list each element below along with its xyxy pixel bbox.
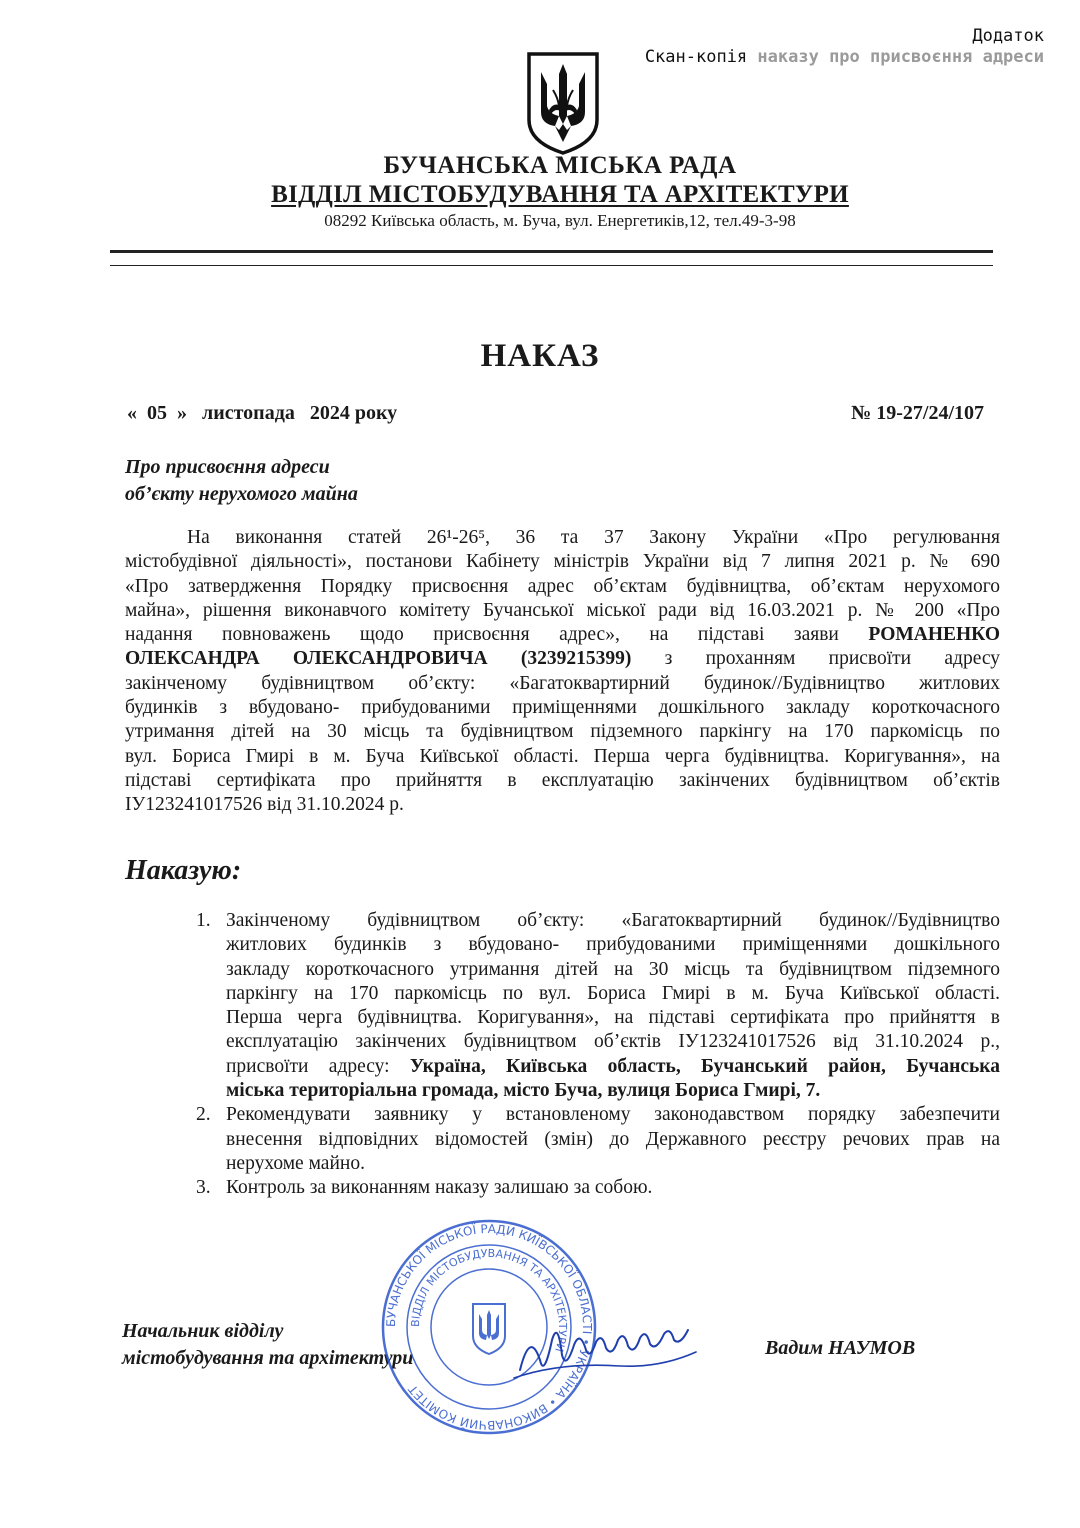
subject-line: Про присвоєння адреси: [125, 456, 330, 478]
document-number: № 19-27/24/107: [851, 402, 984, 424]
preamble-line: «Про затвердження Порядку присвоєння адрес об’єктам будівництва, об’єктам нерухомого: [125, 575, 1000, 597]
preamble-line: будинків з вбудовано- прибудованими приміщеннями дошкільного закладу короткочасного: [125, 697, 1000, 719]
attachment-label: Додаток: [972, 26, 1044, 46]
stamp-outer-text: БУЧАНСЬКОЇ МІСЬКОЇ РАДИ КИЇВСЬКОЇ ОБЛАСТІ • УКРАЇНА • ВИКОНАВЧИЙ КОМІТЕТ: [383, 1221, 595, 1433]
order-line: Закінченому будівництвом об’єкту: «Багатоквартирний будинок//Будівництво: [226, 910, 1000, 931]
order-line: внесення відповідних відомостей (змін) до Державного реєстру речових прав на: [226, 1128, 1000, 1150]
applicant-name: ОЛЕКСАНДРА ОЛЕКСАНДРОВИЧА (3239215399): [125, 648, 632, 670]
header-divider-thick: [110, 250, 993, 253]
applicant-surname: РОМАНЕНКО: [868, 624, 1001, 646]
preamble-line: містобудівної діяльності», постанови Кабінету міністрів України від 7 липня 2021 р. № 690: [125, 551, 1000, 573]
signer-position-line: Начальник відділу: [122, 1320, 284, 1342]
preamble-paragraph: [125, 526, 1000, 818]
document-date: « 05 » листопада 2024 року: [127, 402, 398, 424]
stamp-inner-text: ВІДДІЛ МІСТОБУДУВАННЯ ТА АРХІТЕКТУРИ: [408, 1246, 570, 1354]
preamble-line: підставі сертифіката про прийняття в експлуатацію закінчених будівництвом об’єктів: [125, 769, 1000, 791]
order-item-number: 3.: [196, 1177, 211, 1199]
preamble-line: утримання дітей на 30 місць та будівництвом підземного паркінгу на 170 паркомісць по: [125, 721, 1000, 743]
preamble-line: На виконання статей 26¹-26⁵, 36 та 37 Закону України «Про регулювання: [187, 527, 1000, 548]
order-list: [196, 909, 1000, 1201]
order-line: нерухоме майно.: [226, 1152, 365, 1174]
order-item: [196, 909, 1000, 1103]
order-item-number: 2.: [196, 1104, 211, 1126]
preamble-text: надання повноважень щодо присвоєння адрес», на підставі заяви: [125, 624, 839, 646]
order-item-number: 1.: [196, 910, 211, 931]
scan-copy-label: Скан-копія: [644, 47, 748, 67]
order-item: [196, 1103, 1000, 1176]
signature: [500, 1300, 700, 1390]
signer-position: [122, 1318, 413, 1372]
scan-copy-description: наказу про присвоєння адреси: [757, 47, 1044, 67]
department-address: 08292 Київська область, м. Буча, вул. Енергетиків,12, тел.49-3-98: [324, 211, 796, 230]
subject-line: об’єкту нерухомого майна: [125, 483, 358, 505]
assigned-address: Україна, Київська область, Бучанський район, Бучанська: [409, 1055, 1000, 1077]
preamble-line: закінченому будівництвом об’єкту: «Багатоквартирний будинок//Будівництво житлових: [125, 672, 1000, 694]
order-line: Контроль за виконанням наказу залишаю за собою.: [226, 1177, 653, 1199]
preamble-line: майна», рішення виконавчого комітету Бучанської міської ради від 16.03.2021 р. № 200 «Про: [125, 599, 1000, 621]
signer-name: Вадим НАУМОВ: [765, 1337, 916, 1359]
scan-copy-caption: [645, 47, 1044, 67]
order-line: Перша черга будівництва. Коригування», на підставі сертифіката про прийняття в: [226, 1007, 1000, 1029]
document-subject: [125, 454, 358, 508]
header-divider-thin: [110, 265, 993, 266]
document-title: НАКАЗ: [480, 338, 600, 374]
preamble-line: вул. Бориса Гмирі в м. Буча Київської області. Перша черга будівництва. Коригування», на: [125, 745, 1000, 767]
assigned-address-line: міська територіальна громада, місто Буча, вулиця Бориса Гмирі, 7.: [226, 1080, 821, 1102]
council-name: БУЧАНСЬКА МІСЬКА РАДА: [383, 152, 737, 179]
department-name: ВІДДІЛ МІСТОБУДУВАННЯ ТА АРХІТЕКТУРИ: [271, 181, 849, 208]
order-heading: Наказую:: [125, 855, 242, 886]
order-item: [196, 1176, 1000, 1200]
order-line: експлуатацію закінчених будівництвом об’єктів ІУ123241017526 від 31.10.2024 р.,: [226, 1031, 1000, 1053]
order-line: паркінгу на 170 паркомісць по вул. Бориса Гмирі в м. Буча Київської області.: [226, 982, 1000, 1004]
order-text: присвоїти адресу:: [226, 1055, 390, 1077]
order-line: житлових будинків з вбудовано- прибудованими приміщеннями дошкільного: [226, 934, 1000, 956]
signer-position-line: містобудування та архітектури: [122, 1347, 414, 1369]
trident-icon: [525, 50, 601, 156]
preamble-line: [125, 647, 1000, 671]
preamble-text: з проханням присвоїти адресу: [664, 648, 1000, 670]
order-line: Рекомендувати заявнику у встановленому законодавством порядку забезпечити: [226, 1104, 1000, 1126]
order-line: [226, 1055, 1000, 1079]
preamble-line: ІУ123241017526 від 31.10.2024 р.: [125, 794, 404, 816]
order-line: закладу короткочасного утримання дітей на 30 місць та будівництвом підземного: [226, 958, 1000, 980]
preamble-line: [125, 623, 1000, 647]
